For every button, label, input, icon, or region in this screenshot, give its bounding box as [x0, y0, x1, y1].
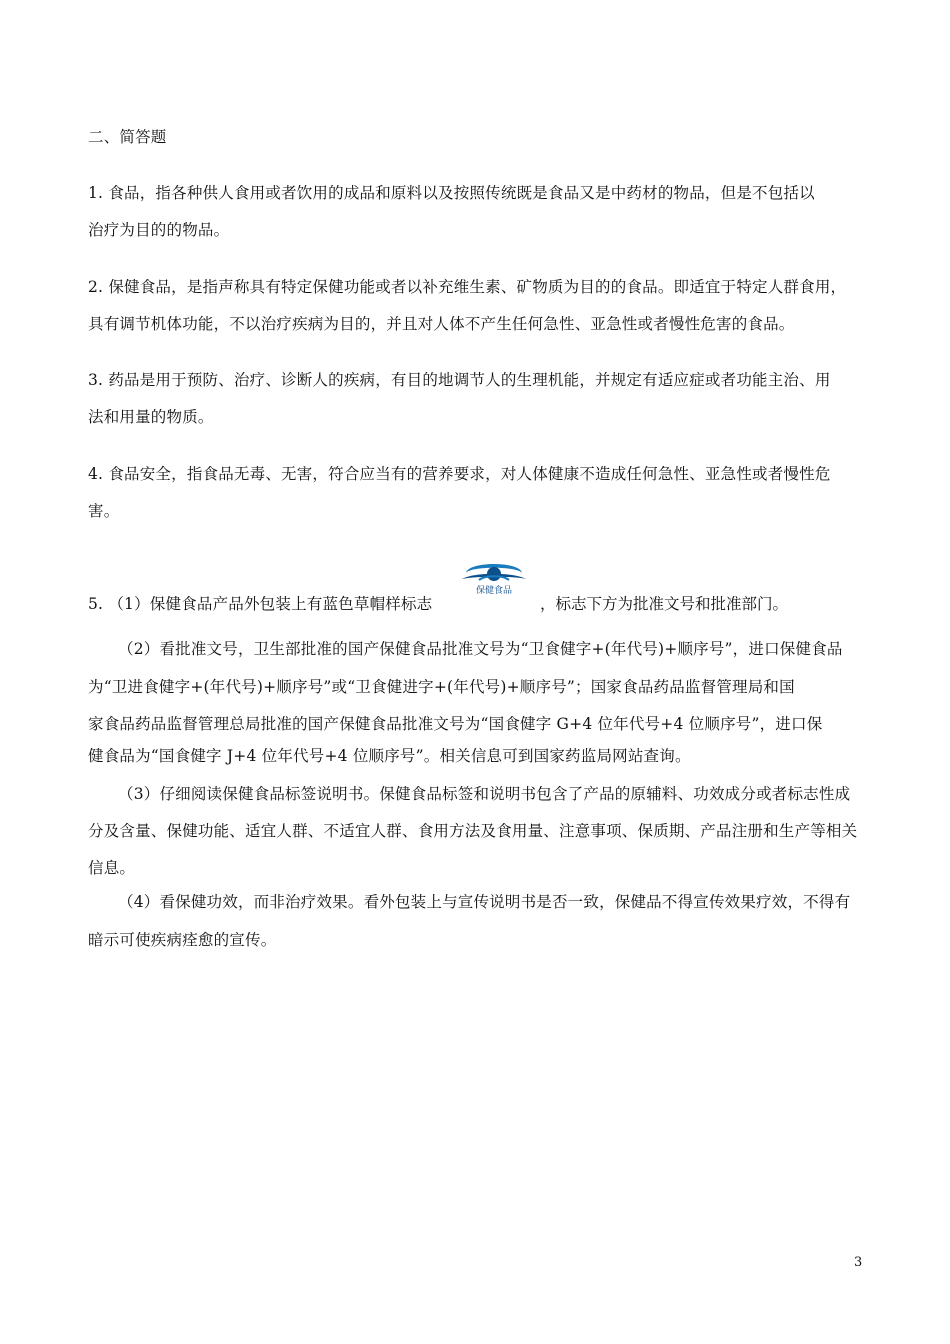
- answer-5-after-logo: ，标志下方为批准文号和批准部门。: [540, 595, 789, 613]
- answer-5-intro: 5. （1）保健食品产品外包装上有蓝色草帽样标志: [88, 595, 433, 613]
- answer-5-part-4-line-1: （4）看保健功效，而非治疗效果。看外包装上与宣传说明书是否一致，保健品不得宣传效果疗效，不得有: [118, 893, 851, 911]
- section-title: 二、简答题: [88, 128, 167, 146]
- answer-1-line-1: 1. 食品，指各种供人食用或者饮用的成品和原料以及按照传统既是食品又是中药材的物品，但是不包括以: [88, 184, 815, 202]
- answer-5-part-2-line-2: 为“卫进食健字+(年代号)+顺序号”或“卫食健进字+(年代号)+顺序号”；国家食品药品监督管理局和国: [88, 678, 795, 696]
- answer-5-part-2-line-3: 家食品药品监督管理总局批准的国产保健食品批准文号为“国食健字 G+4 位年代号+4 位顺序号”，进口保: [88, 715, 823, 733]
- answer-5-part-3-line-3: 信息。: [88, 859, 136, 877]
- answer-2-line-2: 具有调节机体功能，不以治疗疾病为目的，并且对人体不产生任何急性、亚急性或者慢性危害的食品。: [88, 315, 795, 333]
- health-food-logo-text: 保健食品: [475, 586, 513, 596]
- answer-1-line-2: 治疗为目的的物品。: [88, 221, 230, 239]
- answer-4-line-1: 4. 食品安全，指食品无毒、无害，符合应当有的营养要求，对人体健康不造成任何急性、亚急性或者慢性危: [88, 465, 831, 483]
- answer-3-line-2: 法和用量的物质。: [88, 408, 214, 426]
- page-number: 3: [854, 1255, 863, 1270]
- answer-5-part-3-line-2: 分及含量、保健功能、适宜人群、不适宜人群、食用方法及食用量、注意事项、保质期、产品注册和生产等相关: [88, 822, 858, 840]
- answer-5-part-4-line-2: 暗示可使疾病痊愈的宣传。: [88, 931, 277, 949]
- answer-5-part-2-line-4: 健食品为“国食健字 J+4 位年代号+4 位顺序号”。相关信息可到国家药监局网站查询。: [88, 747, 691, 765]
- answer-2-line-1: 2. 保健食品，是指声称具有特定保健功能或者以补充维生素、矿物质为目的的食品。即适宜于特定人群食用，: [88, 278, 847, 296]
- health-food-logo-icon: [458, 552, 530, 600]
- answer-5-part-3-line-1: （3）仔细阅读保健食品标签说明书。保健食品标签和说明书包含了产品的原辅料、功效成分或者标志性成: [118, 785, 851, 803]
- answer-4-line-2: 害。: [88, 502, 120, 520]
- answer-5-part-2-line-1: （2）看批准文号，卫生部批准的国产保健食品批准文号为“卫食健字+(年代号)+顺序号”，进口保健食品: [118, 640, 843, 658]
- answer-3-line-1: 3. 药品是用于预防、治疗、诊断人的疾病，有目的地调节人的生理机能，并规定有适应症或者功能主治、用: [88, 371, 831, 389]
